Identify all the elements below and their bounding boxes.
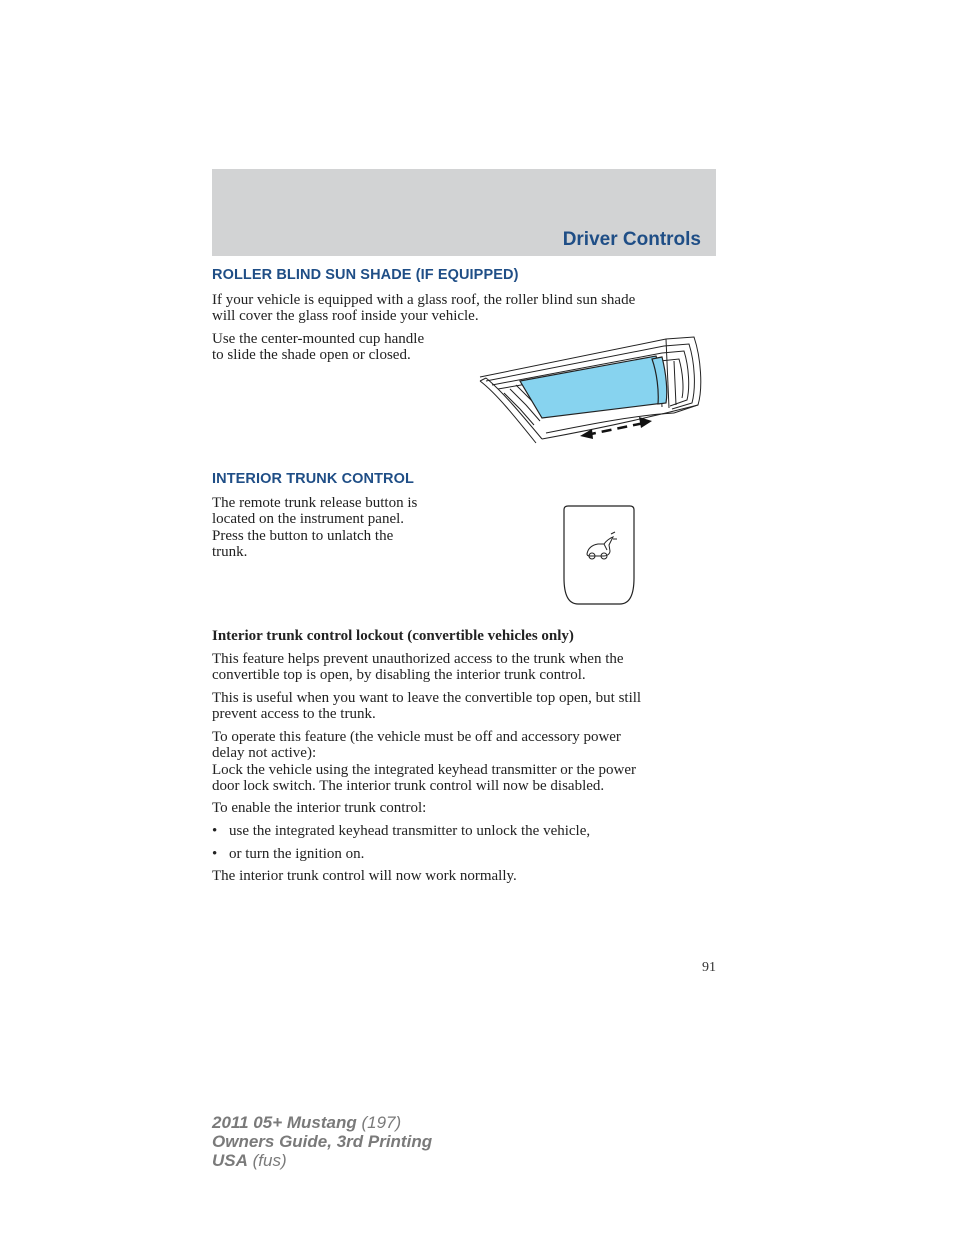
lockout-paragraph-4: To enable the interior trunk control: — [212, 800, 427, 816]
sun-shade-paragraph-1-line-2: will cover the glass roof inside your vehicle. — [212, 308, 479, 324]
trunk-paragraph-line-4: trunk. — [212, 544, 248, 560]
lockout-paragraph-1-line-2: convertible top is open, by disabling the interior trunk control. — [212, 667, 586, 683]
bullet-icon: • — [212, 823, 218, 839]
lockout-paragraph-2-line-1: This is useful when you want to leave the convertible top open, but still — [212, 690, 642, 706]
lockout-paragraph-2-line-2: prevent access to the trunk. — [212, 706, 376, 722]
list-item — [212, 846, 364, 863]
sun-shade-paragraph-2-line-2: to slide the shade open or closed. — [212, 347, 411, 363]
lockout-subheading: Interior trunk control lockout (convertible vehicles only) — [212, 628, 574, 644]
footer-market-code: (fus) — [247, 1151, 287, 1170]
lockout-paragraph-5: The interior trunk control will now work normally. — [212, 868, 517, 884]
lockout-paragraph-3-line-1: To operate this feature (the vehicle must be off and accessory power — [212, 729, 621, 745]
document-footer — [212, 1113, 432, 1170]
roller-shade-panel — [520, 356, 665, 418]
footer-line-1 — [212, 1113, 432, 1132]
trunk-release-button-illustration — [560, 504, 638, 608]
footer-model: 2011 05+ Mustang — [212, 1113, 357, 1132]
sun-shade-illustration — [476, 333, 706, 448]
trunk-paragraph-line-1: The remote trunk release button is — [212, 495, 418, 511]
lockout-paragraph-3-line-2: delay not active): — [212, 745, 317, 761]
footer-line-3 — [212, 1151, 432, 1170]
list-item — [212, 823, 590, 840]
footer-model-code: (197) — [356, 1113, 402, 1132]
sun-shade-paragraph-2-line-1: Use the center-mounted cup handle — [212, 331, 425, 347]
chapter-title: Driver Controls — [562, 229, 701, 250]
sun-shade-paragraph-1-line-1: If your vehicle is equipped with a glass roof, the roller blind sun shade — [212, 292, 636, 308]
footer-guide: Owners Guide, 3rd Printing — [212, 1132, 433, 1151]
page-number: 91 — [702, 960, 716, 975]
footer-line-2 — [212, 1132, 432, 1151]
chapter-header-band — [212, 169, 716, 256]
lockout-paragraph-3-line-4: door lock switch. The interior trunk control will now be disabled. — [212, 778, 605, 794]
list-item-text: use the integrated keyhead transmitter to unlock the vehicle, — [229, 823, 591, 839]
trunk-paragraph-line-3: Press the button to unlatch the — [212, 528, 394, 544]
section-heading-trunk-control: INTERIOR TRUNK CONTROL — [212, 471, 414, 487]
lockout-paragraph-3-line-3: Lock the vehicle using the integrated keyhead transmitter or the power — [212, 762, 637, 778]
lockout-paragraph-1-line-1: This feature helps prevent unauthorized access to the trunk when the — [212, 651, 624, 667]
bullet-icon: • — [212, 846, 218, 862]
section-heading-sun-shade: ROLLER BLIND SUN SHADE (IF EQUIPPED) — [212, 267, 519, 283]
list-item-text: or turn the ignition on. — [229, 846, 365, 862]
trunk-paragraph-line-2: located on the instrument panel. — [212, 511, 405, 527]
footer-market: USA — [212, 1151, 248, 1170]
